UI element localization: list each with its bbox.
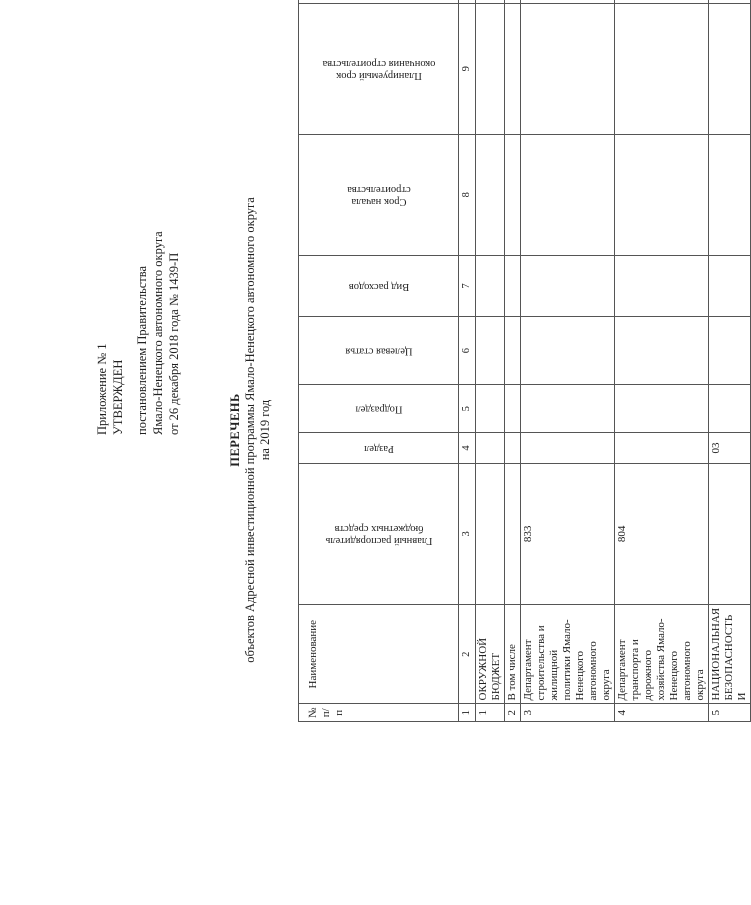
header-expense: Вид расходов [299, 255, 459, 316]
document-title [228, 0, 273, 860]
row-num: 1 [476, 704, 505, 722]
resolution-line: постановлением Правительства [135, 265, 149, 435]
header-name: Наименование [299, 604, 459, 704]
approval-stamp [94, 15, 182, 435]
row-num: 2 [505, 704, 521, 722]
row-grbs: 804 [615, 463, 709, 604]
approved-label: УТВЕРЖДЕН [111, 359, 125, 435]
row-name: ОКРУЖНОЙ БЮДЖЕТ [476, 604, 505, 704]
header-unit [299, 0, 459, 3]
row-grbs [476, 463, 505, 604]
table-row [476, 0, 505, 722]
title-sub2: на 2019 год [258, 399, 272, 461]
col-number: 5 [459, 385, 476, 433]
table-row [505, 0, 521, 722]
row-name: НАЦИОНАЛЬНАЯ БЕЗОПАСНОСТЬ И [709, 604, 751, 704]
header-podrazdel: Подраздел [299, 385, 459, 433]
row-grbs [709, 463, 751, 604]
col-number: 2 [459, 604, 476, 704]
row-razdel [521, 433, 615, 464]
col-number: 8 [459, 134, 476, 255]
rotated-page [80, 0, 748, 860]
col-number: 6 [459, 317, 476, 385]
table-row [521, 0, 615, 722]
table-row [709, 0, 751, 722]
header-grbs: Главный распорядитель бюджетных средств [299, 463, 459, 604]
row-razdel [505, 433, 521, 464]
row-name: В том числе [505, 604, 521, 704]
row-razdel [476, 433, 505, 464]
row-grbs: 833 [521, 463, 615, 604]
column-number-row [459, 0, 476, 722]
header-end: Планируемый срок окончания строительства [299, 3, 459, 134]
row-num: 3 [521, 704, 615, 722]
col-number: 3 [459, 463, 476, 604]
row-razdel: 03 [709, 433, 751, 464]
title-main: ПЕРЕЧЕНЬ [228, 393, 242, 467]
col-number: 9 [459, 3, 476, 134]
row-grbs [505, 463, 521, 604]
title-sub1: объектов Адресной инвестиционной программы Ямало-Ненецкого автономного округа [243, 197, 257, 663]
col-number: 4 [459, 433, 476, 464]
appendix-number: Приложение № 1 [95, 343, 109, 435]
header-razdel: Раздел [299, 433, 459, 464]
header-target: Целевая статья [299, 317, 459, 385]
row-num: 5 [709, 704, 751, 722]
row-razdel [615, 433, 709, 464]
row-name: Департамент строительства и жилищной политики Ямало-Ненецкого автономного округа [521, 604, 615, 704]
row-name: Департамент транспорта и дорожного хозяйства Ямало-Ненецкого автономного округа [615, 604, 709, 704]
col-number: 1 [459, 704, 476, 722]
row-num: 4 [615, 704, 709, 722]
header-num: № п/п [299, 704, 459, 722]
table-row [615, 0, 709, 722]
region-line: Ямало-Ненецкого автономного округа [151, 231, 165, 435]
header-row [299, 0, 459, 722]
investment-table [298, 0, 751, 722]
header-start: Срок начала строительства [299, 134, 459, 255]
col-number: 7 [459, 255, 476, 316]
col-number [459, 0, 476, 3]
resolution-date: от 26 декабря 2018 года № 1439-П [167, 252, 181, 435]
